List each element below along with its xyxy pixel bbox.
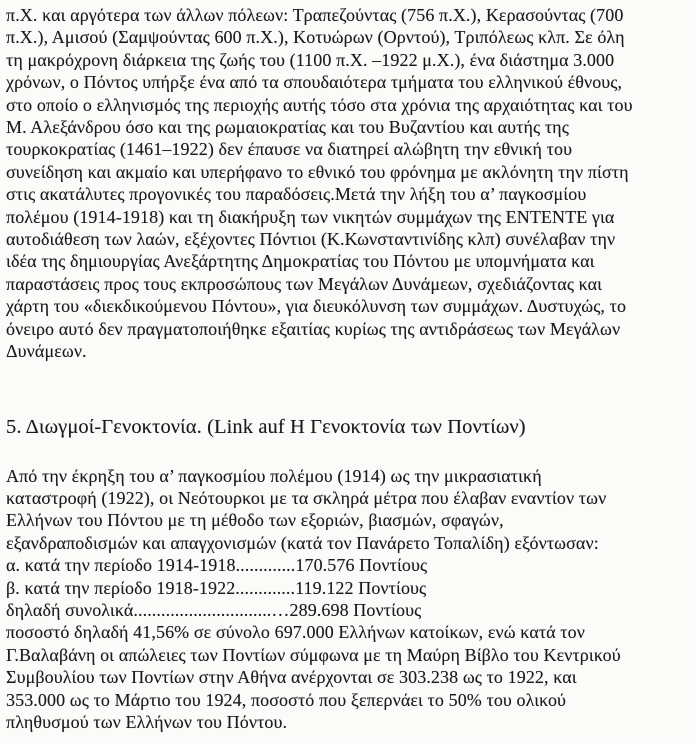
text-line: π.Χ.), Αμισού (Σαμψούντας 600 π.Χ.), Κοτυώρων (Ορντού), Τριπόλεως κλπ. Σε όλη [6, 27, 625, 48]
text-line: πληθυσμού των Ελλήνων του Πόντου. [6, 711, 288, 732]
text-line: ιδέα της δημιουργίας Ανεξάρτητης Δημοκρατίας του Πόντου με υπομνήματα και [6, 251, 595, 272]
text-line: Συμβουλίου των Ποντίων στην Αθήνα ανέρχονται σε 303.238 ως το 1922, και [6, 667, 577, 688]
text-line: Ελλήνων του Πόντου με τη μέθοδο των εξοριών, βιασμών, σφαγών, [6, 510, 504, 531]
text-line: χάρτη του «διεκδικούμενου Πόντου», για διευκόλυνση των συμμάχων. Δυστυχώς, το [6, 296, 627, 317]
text-line: στις ακατάλυτες προγονικές του παραδόσεις.Μετά την λήξη του α’ παγκοσμίου [6, 184, 587, 205]
text-line: Μ. Αλεξάνδρου όσο και της ρωμαιοκρατίας και του Βυζαντίου και αυτής της [6, 117, 569, 138]
text-line: στο οποίο ο ελληνισμός της περιοχής αυτής τόσο στα χρόνια της αρχαιότητας και του [6, 94, 633, 115]
paragraph-genocide-figures [6, 465, 692, 734]
text-line: 353.000 ως το Μάρτιο του 1924, ποσοστό που ξεπερνάει το 50% του ολικού [6, 689, 567, 710]
text-line: συνείδηση και ακμαίο και υπερήφανο το εθνικό του φρόνημα με ακλόνητη την πίστη [6, 161, 629, 182]
paragraph-pontos-history [6, 4, 692, 363]
casualties-line-1918-1922: β. κατά την περίοδο 1918-1922.............119.122 Ποντίους [6, 577, 427, 598]
text-line: πολέμου (1914-1918) και τη διακήρυξη των νικητών συμμάχων της ENTENTE για [6, 206, 615, 227]
text-line: παραστάσεις προς τους εκπροσώπους των Μεγάλων Δυνάμεων, σχεδιάζοντας και [6, 273, 603, 294]
text-line: Δυνάμεων. [6, 341, 87, 362]
text-line: όνειρο αυτό δεν πραγματοποιήθηκε εξαιτίας κυρίως της αντιδράσεως των Μεγάλων [6, 318, 621, 339]
text-line: εξανδραποδισμών και απαγχονισμών (κατά τον Πανάρετο Τοπαλίδη) εξόντωσαν: [6, 532, 599, 553]
text-line: χρόνων, ο Πόντος υπήρξε ένα από τα σπουδαιότερα τμήματα του ελληνικού έθνους, [6, 72, 623, 93]
text-line: τουρκοκρατίας (1461–1922) δεν έπαυσε να διατηρεί αλώβητη την εθνική του [6, 139, 573, 160]
casualties-line-total: δηλαδή συνολικά..............................…289.698 Ποντίους [6, 599, 422, 620]
text-line: αυτοδιάθεση των λαών, εξέχοντες Πόντιοι (Κ.Κωνσταντινίδης κλπ) συνέλαβαν την [6, 229, 616, 250]
casualties-line-1914-1918: α. κατά την περίοδο 1914-1918.............170.576 Ποντίους [6, 555, 428, 576]
section-heading: 5. Διωγμοί-Γενοκτονία. (Link auf Η Γενοκτονία των Ποντίων) [6, 415, 526, 438]
text-line: ποσοστό δηλαδή 41,56% σε σύνολο 697.000 Ελλήνων κατοίκων, ενώ κατά τον [6, 622, 585, 643]
text-line: Γ.Βαλαβάνη οι απώλειες των Ποντίων σύμφωνα με τη Μαύρη Βίβλο του Κεντρικού [6, 644, 621, 665]
text-line: Από την έκρηξη του α’ παγκοσμίου πολέμου (1914) ως την μικρασιατική [6, 465, 542, 486]
text-line: τη μακρόχρονη διάρκεια της ζωής του (1100 π.Χ. –1922 μ.Χ.), ένα διάστημα 3.000 [6, 49, 615, 70]
text-line: καταστροφή (1922), οι Νεότουρκοι με τα σκληρά μέτρα που έλαβαν εναντίον των [6, 487, 607, 508]
text-line: π.Χ. και αργότερα των άλλων πόλεων: Τραπεζούντας (756 π.Χ.), Κερασούντας (700 [6, 5, 624, 25]
